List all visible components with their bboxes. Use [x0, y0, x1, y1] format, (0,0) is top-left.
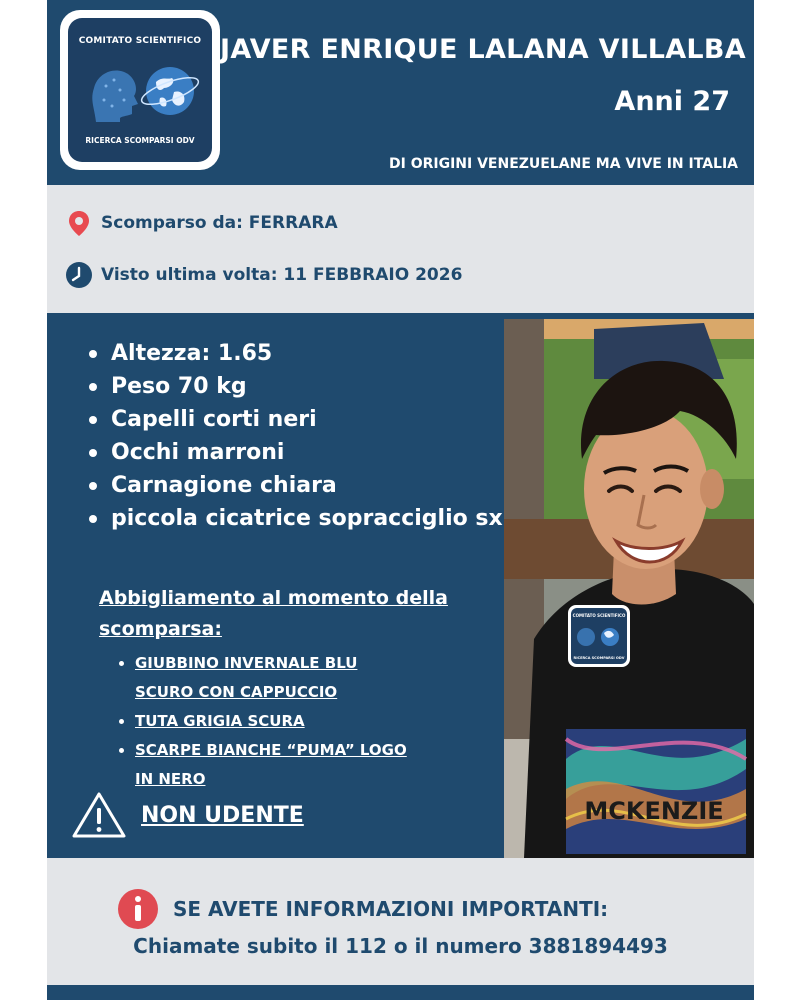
clothing-item: GIUBBINO INVERNALE BLU SCURO CON CAPPUCCIO — [117, 649, 407, 707]
person-photo — [504, 319, 754, 858]
last-seen-text: Visto ultima volta: 11 FEBBRAIO 2026 — [101, 265, 463, 285]
person-age: Anni 27 — [614, 86, 730, 117]
last-seen-row — [65, 261, 462, 289]
trait-item: Occhi marroni — [87, 436, 507, 469]
person-name: JAVER ENRIQUE LALANA VILLALBA — [220, 34, 746, 65]
info-icon — [117, 888, 159, 930]
contact-phone-line: Chiamate subito il 112 o il numero 3881894493 — [133, 934, 668, 958]
physical-traits-list — [87, 337, 507, 535]
clothing-item: TUTA GRIGIA SCURA — [117, 707, 407, 736]
trait-item: Carnagione chiara — [87, 469, 507, 502]
person-origin: DI ORIGINI VENEZUELANE MA VIVE IN ITALIA — [389, 156, 738, 172]
contact-heading: SE AVETE INFORMAZIONI IMPORTANTI: — [173, 897, 609, 921]
logo-top-text: COMITATO SCIENTIFICO — [78, 36, 202, 46]
trait-item: Altezza: 1.65 — [87, 337, 507, 370]
clock-icon — [65, 261, 93, 289]
footer-bar — [47, 985, 754, 1000]
photo-logo-badge — [568, 605, 630, 667]
trait-item: piccola cicatrice sopracciglio sx — [87, 502, 507, 535]
head-globe-icon — [76, 56, 204, 126]
warning-label: NON UDENTE — [141, 802, 304, 828]
organization-logo — [60, 10, 220, 170]
clothing-heading: Abbigliamento al momento della scomparsa: — [99, 587, 448, 640]
description-section — [47, 313, 754, 858]
contact-section — [47, 858, 754, 985]
missing-person-poster — [47, 0, 754, 1000]
shirt-logo-text: MCKENZIE — [584, 797, 724, 825]
warning-triangle-icon — [71, 791, 127, 839]
trait-item: Capelli corti neri — [87, 403, 507, 436]
location-row — [65, 209, 338, 237]
trait-item: Peso 70 kg — [87, 370, 507, 403]
clothing-list — [117, 649, 407, 794]
logo-bottom-text: RICERCA SCOMPARSI ODV — [85, 136, 195, 145]
clothing-item: SCARPE BIANCHE “PUMA” LOGO IN NERO — [117, 736, 407, 794]
badge-top-text: COMITATO SCIENTIFICO — [572, 613, 626, 618]
warning-row — [71, 791, 304, 839]
poster-header — [47, 0, 754, 185]
info-band — [47, 185, 754, 313]
location-pin-icon — [65, 209, 93, 237]
badge-bottom-text: RICERCA SCOMPARSI ODV — [573, 656, 625, 660]
location-text: Scomparso da: FERRARA — [101, 213, 338, 233]
